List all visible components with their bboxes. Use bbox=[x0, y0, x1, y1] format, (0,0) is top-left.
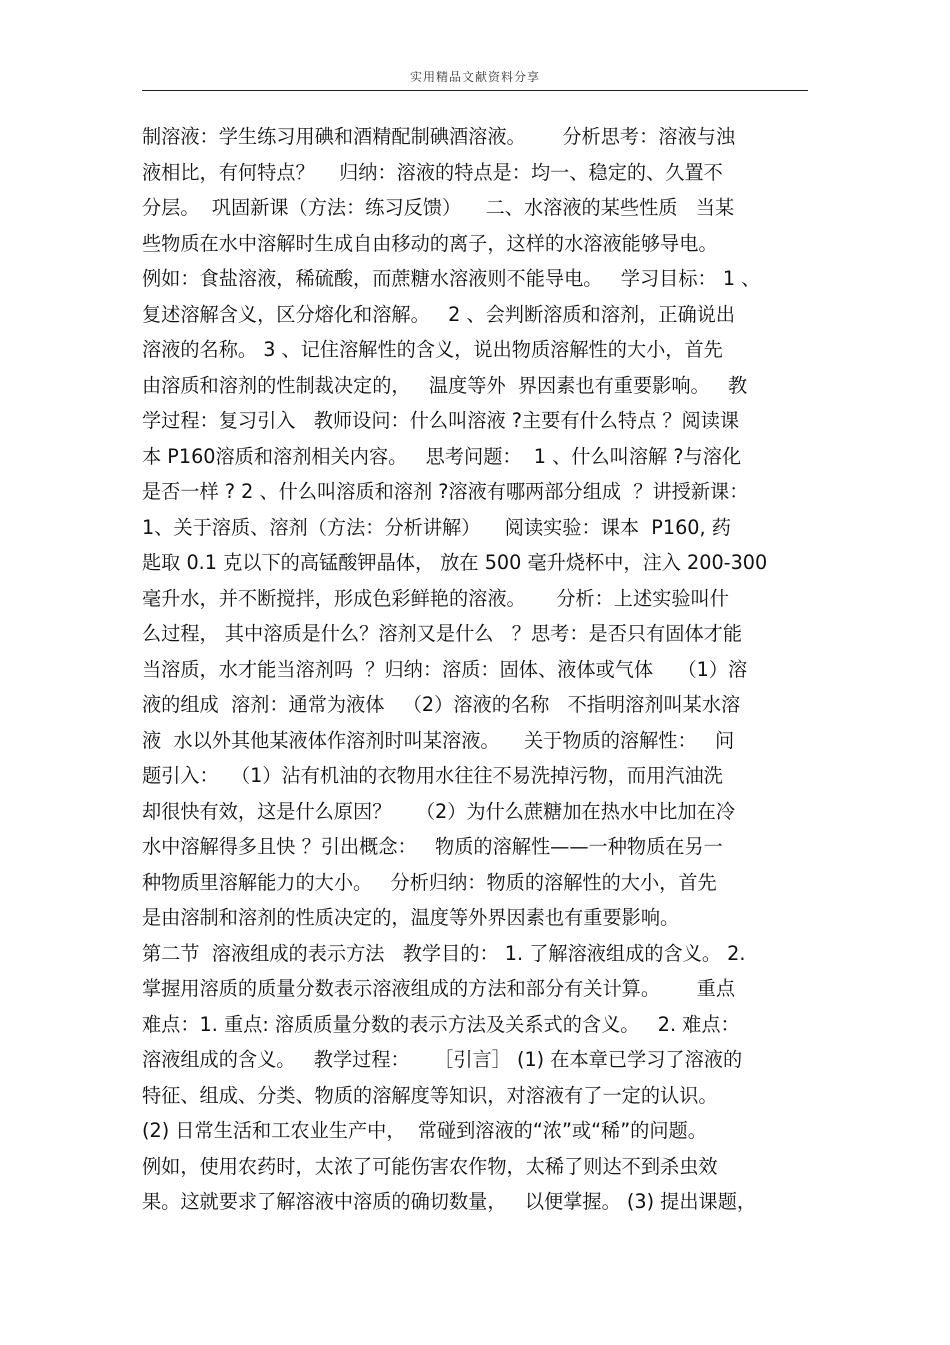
text-line: 些物质在水中溶解时生成自由移动的离子，这样的水溶液能够导电。 bbox=[142, 231, 718, 255]
text-line: 却很快有效，这是什么原因？ （2）为什么蔗糖加在热水中比加在冷 bbox=[142, 799, 736, 823]
text-line: 溶液组成的含义。 教学过程： ［引言］ (1) 在本章已学习了溶液的 bbox=[142, 1048, 743, 1071]
text-line: 是否一样 ? 2 、什么叫溶质和溶剂 ?溶液有哪两部分组成 ？讲授新课： bbox=[142, 480, 749, 503]
text-line: 溶液的名称。 3 、记住溶解性的含义，说出物质溶解性的大小，首先 bbox=[142, 338, 723, 361]
body-text bbox=[142, 119, 822, 1220]
text-line: 当溶质，水才能当溶剂吗 ？归纳：溶质：固体、液体或气体 （1）溶 bbox=[142, 657, 748, 681]
text-line: 复述溶解含义，区分熔化和溶解。 2 、会判断溶质和溶剂，正确说出 bbox=[142, 302, 736, 326]
text-line: 毫升水，并不断搅拌，形成色彩鲜艳的溶液。 分析：上述实验叫什 bbox=[142, 586, 729, 610]
section-heading-line: 第二节 溶液组成的表示方法 教学目的： 1. 了解溶液组成的含义。 2. bbox=[142, 941, 746, 965]
text-line: 种物质里溶解能力的大小。 分析归纳：物质的溶解性的大小，首先 bbox=[142, 870, 717, 894]
page-header: 实用精品文献资料分享 bbox=[409, 70, 540, 84]
text-line: 例如：食盐溶液，稀硫酸，而蔗糖水溶液则不能导电。 学习目标： 1 、 bbox=[142, 267, 761, 290]
text-line: 液相比，有何特点？ 归纳：溶液的特点是：均一、稳定的、久置不 bbox=[142, 160, 723, 184]
text-line: 题引入： （1）沾有机油的衣物用水往往不易洗掉污物，而用汽油洗 bbox=[142, 764, 723, 787]
text-line: 掌握用溶质的质量分数表示溶液组成的方法和部分有关计算。 重点 bbox=[142, 977, 736, 1000]
text-line: 由溶质和溶剂的性制裁决定的， 温度等外 界因素也有重要影响。 教 bbox=[142, 373, 748, 397]
text-line: 例如，使用农药时，太浓了可能伤害农作物，太稀了则达不到杀虫效 bbox=[142, 1154, 718, 1178]
text-line: 么过程， 其中溶质是什么？溶剂又是什么 ？思考：是否只有固体才能 bbox=[142, 622, 743, 645]
text-line: 果。这就要求了解溶液中溶质的确切数量， 以便掌握。 (3) 提出课题， bbox=[142, 1190, 757, 1213]
text-line: 匙取 0.1 克以下的高锰酸钾晶体， 放在 500 毫升烧杯中，注入 200-300 bbox=[142, 551, 768, 574]
text-line: 学过程：复习引入 教师设问：什么叫溶液 ?主要有什么特点 ？阅读课 bbox=[142, 409, 740, 432]
text-line: 难点：1. 重点: 溶质质量分数的表示方法及关系式的含义。 2. 难点： bbox=[142, 1012, 740, 1036]
text-line: 液 水以外其他某液体作溶剂时叫某溶液。 关于物质的溶解性： 问 bbox=[142, 728, 735, 752]
text-line: 水中溶解得多且快 ？引出概念： 物质的溶解性——一种物质在另一 bbox=[142, 835, 723, 858]
text-line: 是由溶制和溶剂的性质决定的，温度等外界因素也有重要影响。 bbox=[142, 906, 680, 929]
header-divider bbox=[142, 90, 808, 91]
text-line: 本 P160溶质和溶剂相关内容。 思考问题： 1 、什么叫溶解 ?与溶化 bbox=[142, 444, 742, 468]
text-line: 分层。 巩固新课（方法：练习反馈） 二、水溶液的某些性质 当某 bbox=[142, 196, 735, 219]
text-line: 制溶液：学生练习用碘和酒精配制碘酒溶液。 分析思考：溶液与浊 bbox=[142, 125, 736, 148]
text-line: 特征、组成、分类、物质的溶解度等知识，对溶液有了一定的认识。 bbox=[142, 1083, 718, 1107]
text-line: 1、关于溶质、溶剂（方法：分析讲解） 阅读实验：课本 P160, 药 bbox=[142, 515, 731, 539]
text-line: (2) 日常生活和工农业生产中， 常碰到溶液的“浓”或“稀”的问题。 bbox=[142, 1119, 707, 1142]
text-line: 液的组成 溶剂：通常为液体 （2）溶液的名称 不指明溶剂叫某水溶 bbox=[142, 693, 741, 716]
